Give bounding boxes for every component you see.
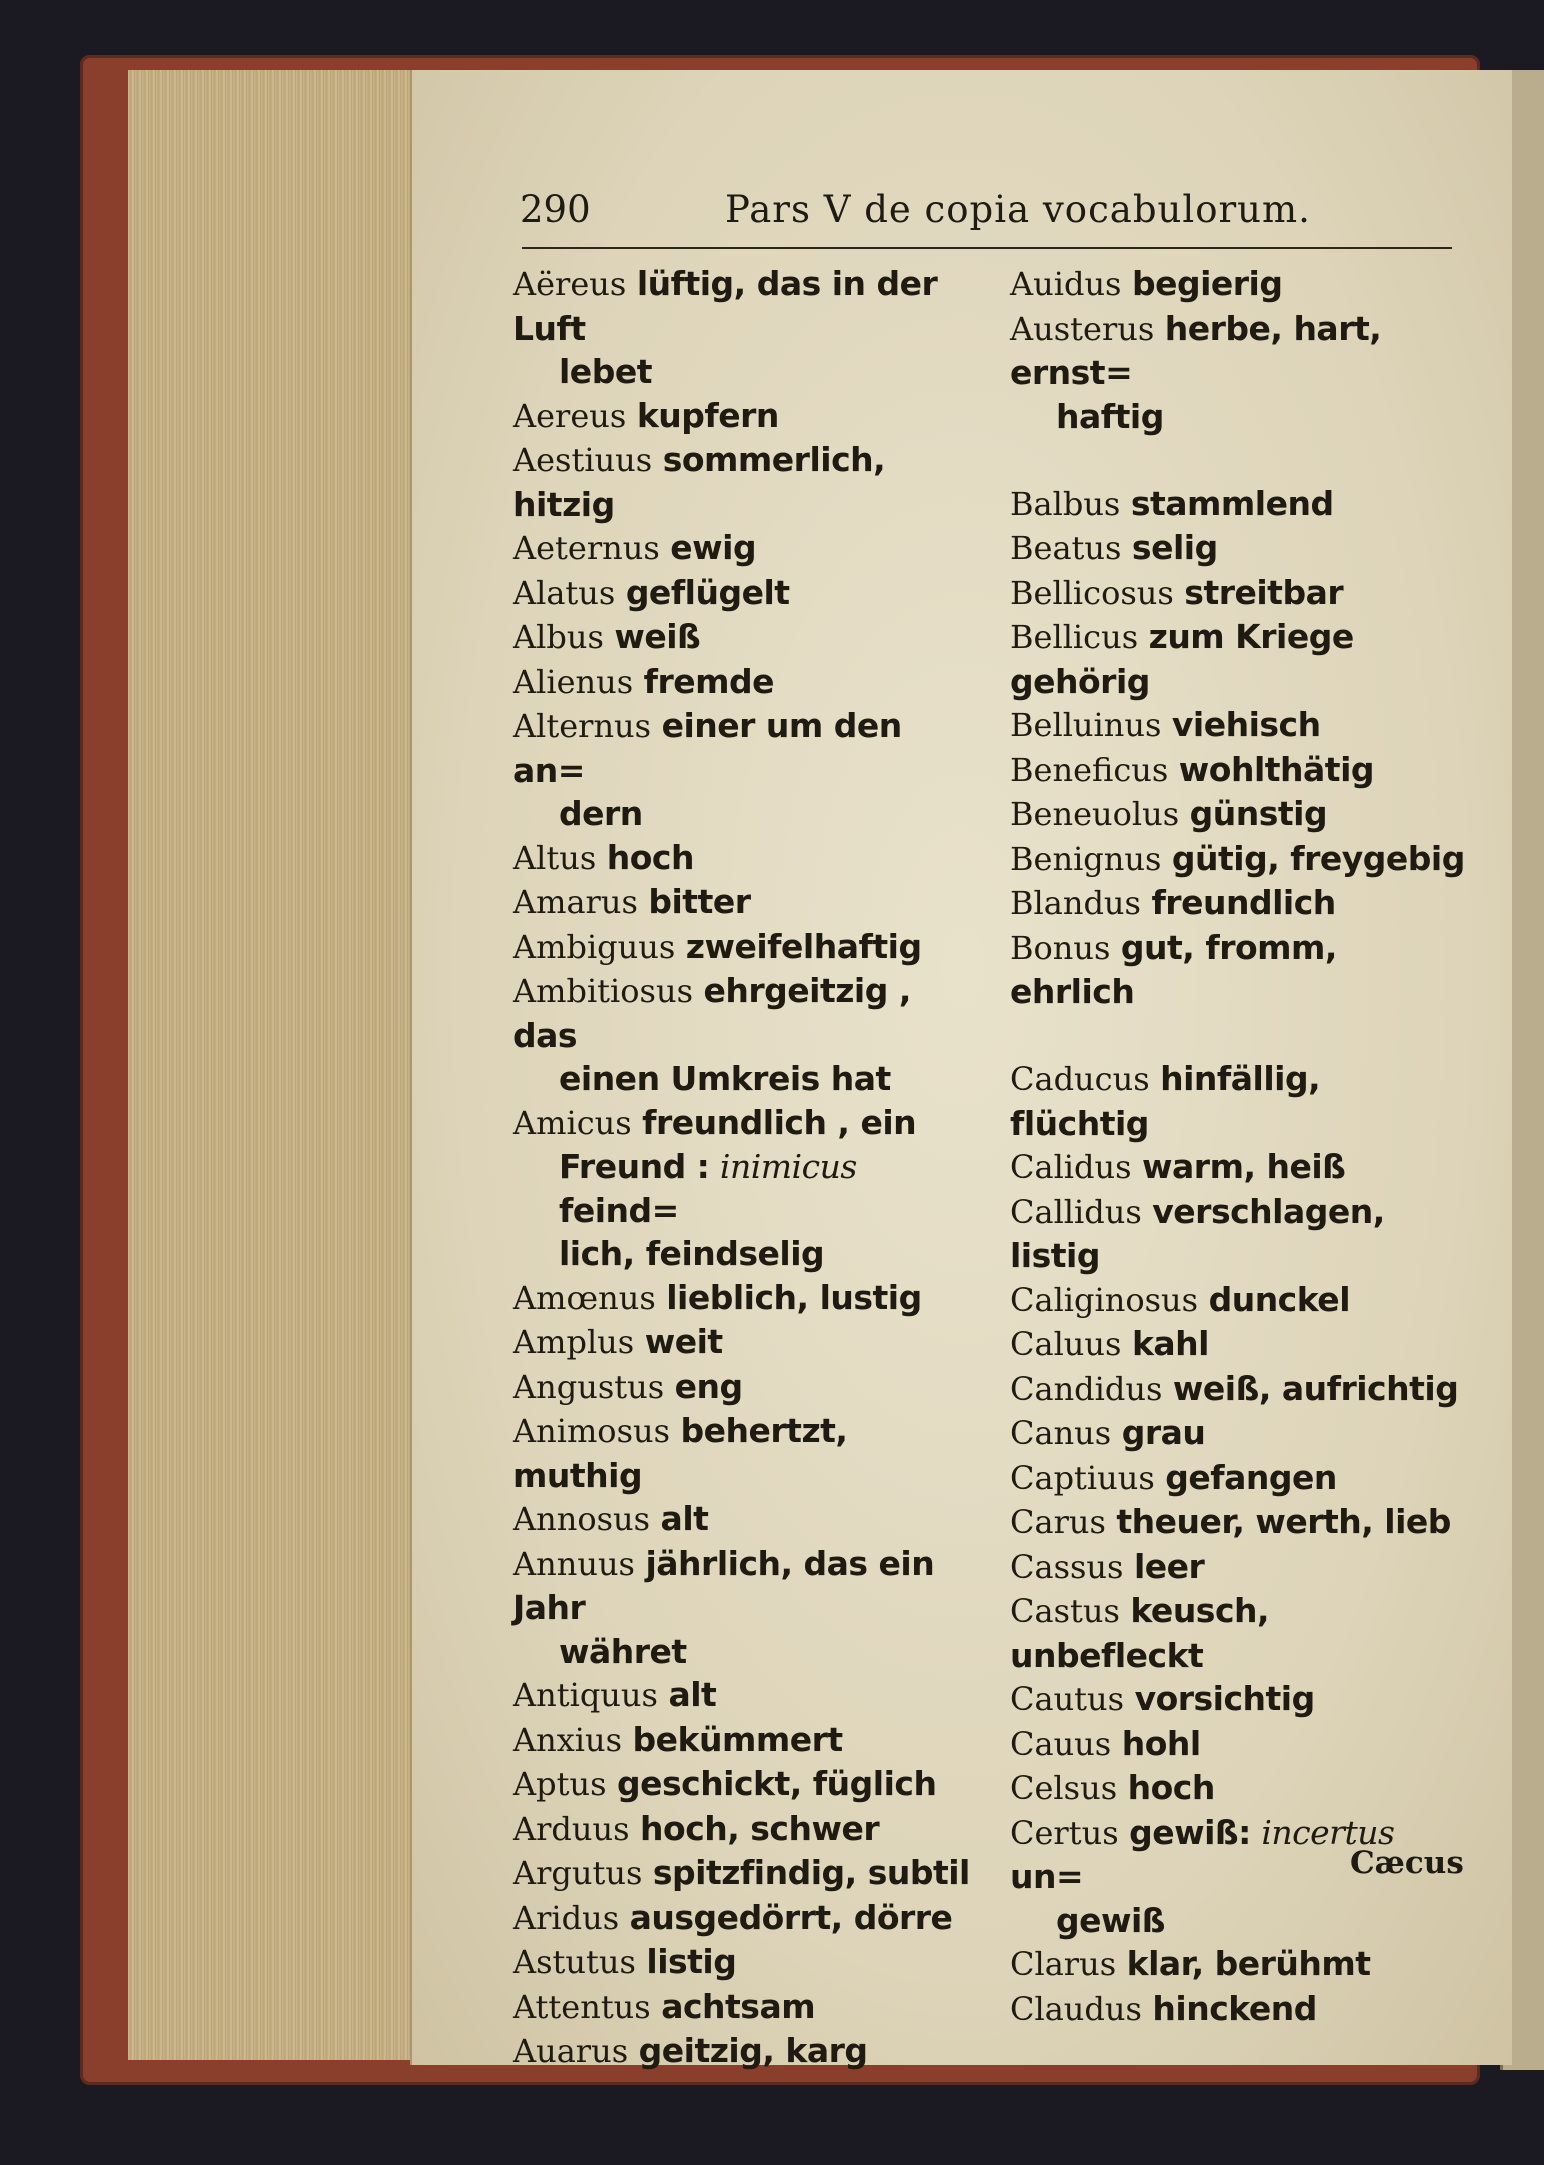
- german-gloss: dunckel: [1208, 1279, 1351, 1319]
- german-gloss: alt: [668, 1675, 717, 1714]
- latin-headword: Amarus: [513, 883, 638, 921]
- dictionary-entry: [1010, 748, 1470, 793]
- dictionary-entry: [513, 1101, 983, 1146]
- latin-headword: Aestiuus: [513, 441, 653, 479]
- entry-continuation: [513, 1145, 983, 1232]
- entry-continuation: [513, 1232, 983, 1276]
- latin-headword: Ambitiosus: [513, 972, 693, 1010]
- german-gloss: wohlthätig: [1178, 749, 1375, 789]
- left-column: [513, 262, 983, 2074]
- latin-headword: Bonus: [1010, 928, 1111, 967]
- latin-headword: Arduus: [513, 1809, 630, 1848]
- latin-headword: Balbus: [1010, 484, 1121, 523]
- latin-headword: Candidus: [1010, 1369, 1163, 1408]
- dictionary-entry: [1010, 307, 1470, 395]
- german-gloss-cont: haftig: [1056, 396, 1164, 436]
- german-gloss: hoch, schwer: [640, 1808, 880, 1848]
- dictionary-entry: [513, 1762, 983, 1807]
- dictionary-entry: [513, 1320, 983, 1365]
- dictionary-entry: [513, 1807, 983, 1852]
- german-gloss-cont: Freund :: [559, 1147, 710, 1186]
- german-gloss: zweifelhaftig: [685, 926, 922, 966]
- german-gloss: viehisch: [1171, 705, 1321, 744]
- entry-continuation: [513, 1057, 983, 1101]
- german-gloss: günstig: [1189, 794, 1328, 833]
- german-gloss: streitbar: [1184, 572, 1344, 612]
- dictionary-entry: [513, 1851, 983, 1896]
- german-gloss: gefangen: [1165, 1457, 1337, 1497]
- latin-headword: Amplus: [513, 1323, 635, 1361]
- latin-antonym: incertus: [1261, 1812, 1395, 1852]
- latin-headword: Celsus: [1010, 1769, 1118, 1807]
- german-gloss: hinckend: [1152, 1988, 1317, 2028]
- dictionary-entry: [513, 1276, 983, 1321]
- page-number: 290: [520, 188, 591, 231]
- latin-headword: Antiquus: [513, 1676, 658, 1714]
- german-gloss: freundlich , ein: [642, 1102, 917, 1142]
- dictionary-entry: [1010, 1589, 1470, 1677]
- dictionary-entry: [1010, 703, 1470, 748]
- dictionary-entry: [1010, 1278, 1470, 1323]
- latin-headword: Captiuus: [1010, 1458, 1155, 1497]
- latin-headword: Albus: [513, 618, 604, 656]
- german-gloss: ausgedörrt, dörre: [629, 1897, 953, 1937]
- german-gloss: theuer, werth, lieb: [1116, 1502, 1451, 1541]
- dictionary-entry: [1010, 1500, 1470, 1545]
- latin-headword: Angustus: [513, 1367, 665, 1406]
- german-gloss-rest: feind=: [559, 1190, 679, 1230]
- dictionary-entry: [1010, 926, 1470, 1014]
- dictionary-entry: [513, 836, 983, 881]
- header-rule: [522, 247, 1452, 249]
- german-gloss: weiß, aufrichtig: [1172, 1368, 1459, 1408]
- german-gloss: hohl: [1121, 1723, 1201, 1763]
- latin-headword: Callidus: [1010, 1192, 1142, 1231]
- latin-headword: Aereus: [513, 396, 627, 435]
- latin-headword: Aridus: [513, 1898, 620, 1937]
- latin-headword: Benignus: [1010, 839, 1162, 878]
- latin-headword: Amicus: [513, 1103, 632, 1142]
- section-gap: [1010, 1014, 1470, 1058]
- latin-headword: Castus: [1010, 1592, 1120, 1630]
- german-gloss: weit: [644, 1322, 723, 1361]
- dictionary-entry: [513, 1896, 983, 1941]
- german-gloss-cont: währet: [559, 1631, 687, 1671]
- dictionary-entry: [513, 615, 983, 660]
- dictionary-entry: [1010, 1766, 1470, 1811]
- dictionary-entry: [1010, 1145, 1470, 1190]
- german-gloss: weiß: [614, 617, 701, 656]
- latin-headword: Canus: [1010, 1414, 1112, 1452]
- german-gloss: keusch, unbefleckt: [1010, 1591, 1270, 1675]
- german-gloss: geitzig, karg: [638, 2031, 868, 2070]
- dictionary-entry: [513, 925, 983, 970]
- german-gloss: gut, fromm, ehrlich: [1010, 927, 1337, 1011]
- latin-headword: Aëreus: [513, 265, 627, 303]
- right-column: [1010, 262, 1470, 2031]
- german-gloss: kahl: [1131, 1324, 1209, 1363]
- german-gloss-cont: dern: [559, 794, 643, 833]
- dictionary-entry: [1010, 1987, 1470, 2032]
- dictionary-entry: [513, 969, 983, 1057]
- latin-headword: Cauus: [1010, 1724, 1112, 1763]
- german-gloss: bekümmert: [632, 1719, 843, 1759]
- german-gloss: lieblich, lustig: [666, 1277, 922, 1317]
- german-gloss: spitzfindig, subtil: [652, 1853, 970, 1892]
- entry-continuation: [1010, 395, 1470, 439]
- latin-headword: Carus: [1010, 1503, 1106, 1541]
- dictionary-entry: [513, 1409, 983, 1497]
- german-gloss-cont: lebet: [559, 352, 652, 391]
- german-gloss-cont: einen Umkreis hat: [559, 1059, 891, 1098]
- latin-headword: Animosus: [513, 1412, 671, 1450]
- latin-headword: Ambiguus: [513, 927, 676, 966]
- latin-headword: Cassus: [1010, 1547, 1124, 1586]
- dictionary-entry: [1010, 615, 1470, 703]
- dictionary-entry: [1010, 881, 1470, 926]
- german-gloss: lüftig, das in der Luft: [513, 264, 938, 348]
- dictionary-entry: [1010, 1367, 1470, 1412]
- german-gloss: geschickt, füglich: [616, 1764, 937, 1803]
- dictionary-entry: [1010, 1456, 1470, 1501]
- german-gloss: hoch: [1127, 1768, 1215, 1807]
- german-gloss-cont: lich, feindselig: [559, 1234, 825, 1273]
- latin-headword: Bellicus: [1010, 618, 1139, 656]
- latin-headword: Aptus: [513, 1765, 607, 1803]
- latin-headword: Altus: [513, 838, 597, 877]
- german-gloss: sommerlich, hitzig: [513, 440, 886, 524]
- german-gloss: herbe, hart, ernst=: [1010, 308, 1382, 392]
- entry-continuation: [1010, 1899, 1470, 1943]
- german-gloss: zum Kriege gehörig: [1010, 617, 1354, 701]
- german-gloss: klar, berühmt: [1126, 1944, 1371, 1983]
- dictionary-entry: [513, 2029, 983, 2074]
- german-gloss: fremde: [643, 661, 775, 701]
- german-gloss: warm, heiß: [1142, 1147, 1346, 1186]
- latin-headword: Auarus: [513, 2032, 629, 2070]
- latin-headword: Anxius: [513, 1720, 623, 1759]
- latin-headword: Beneuolus: [1010, 795, 1180, 833]
- dictionary-entry: [513, 880, 983, 925]
- dictionary-entry: [1010, 1057, 1470, 1145]
- entry-continuation: [513, 1630, 983, 1674]
- latin-headword: Bellicosus: [1010, 573, 1174, 612]
- latin-headword: Alatus: [513, 573, 616, 612]
- german-gloss: vorsichtig: [1134, 1679, 1315, 1718]
- dictionary-entry: [1010, 1722, 1470, 1767]
- latin-headword: Alienus: [513, 662, 634, 701]
- german-gloss: kupfern: [636, 395, 779, 435]
- latin-headword: Clarus: [1010, 1945, 1117, 1983]
- german-gloss: verschlagen, listig: [1010, 1191, 1385, 1275]
- latin-headword: Certus: [1010, 1813, 1119, 1852]
- german-gloss: gütig, freygebig: [1171, 838, 1465, 878]
- latin-headword: Alternus: [513, 707, 652, 745]
- german-gloss-cont: gewiß: [1056, 1900, 1166, 1940]
- catchword: Cæcus: [1350, 1845, 1464, 1881]
- latin-headword: Auidus: [1010, 265, 1122, 303]
- german-gloss: behertzt, muthig: [513, 1411, 848, 1495]
- latin-headword: Caliginosus: [1010, 1280, 1199, 1319]
- german-gloss: hinfällig, flüchtig: [1010, 1059, 1321, 1143]
- dictionary-entry: [513, 1985, 983, 2030]
- german-gloss: stammlend: [1130, 483, 1334, 523]
- german-gloss-rest: un=: [1010, 1857, 1084, 1896]
- dictionary-entry: [513, 1542, 983, 1630]
- dictionary-entry: [1010, 792, 1470, 837]
- latin-headword: Argutus: [513, 1854, 643, 1892]
- german-gloss: hoch: [606, 837, 694, 877]
- german-gloss: alt: [660, 1499, 709, 1538]
- entry-continuation: [513, 792, 983, 836]
- latin-headword: Claudus: [1010, 1989, 1142, 2028]
- dictionary-entry: [1010, 526, 1470, 571]
- dictionary-entry: [1010, 262, 1470, 307]
- german-gloss: achtsam: [661, 1986, 816, 2026]
- german-gloss: geflügelt: [625, 572, 790, 612]
- latin-headword: Beneficus: [1010, 750, 1169, 789]
- dictionary-entry: [513, 704, 983, 792]
- dictionary-entry: [513, 526, 983, 571]
- running-head: Pars V de copia vocabulorum.: [725, 188, 1311, 231]
- latin-headword: Cautus: [1010, 1680, 1125, 1718]
- dictionary-entry: [1010, 1411, 1470, 1456]
- dictionary-entry: [513, 394, 983, 439]
- latin-headword: Belluinus: [1010, 706, 1162, 744]
- latin-headword: Caluus: [1010, 1325, 1122, 1363]
- dictionary-entry: [513, 660, 983, 705]
- latin-antonym: inimicus: [719, 1147, 857, 1186]
- german-gloss: begierig: [1131, 264, 1283, 303]
- section-gap: [1010, 438, 1470, 482]
- german-gloss: ehrgeitzig , das: [513, 971, 911, 1055]
- page-edges: [128, 70, 420, 2060]
- german-gloss: bitter: [648, 882, 751, 921]
- latin-headword: Annosus: [513, 1500, 651, 1538]
- dictionary-entry: [1010, 1190, 1470, 1278]
- german-gloss: grau: [1121, 1413, 1206, 1452]
- dictionary-entry: [1010, 1677, 1470, 1722]
- latin-headword: Austerus: [1010, 309, 1155, 348]
- dictionary-entry: [513, 438, 983, 526]
- german-gloss: gewiß:: [1129, 1812, 1251, 1852]
- german-gloss: leer: [1133, 1546, 1205, 1586]
- latin-headword: Calidus: [1010, 1148, 1132, 1186]
- german-gloss: jährlich, das ein Jahr: [513, 1543, 935, 1627]
- dictionary-entry: [1010, 837, 1470, 882]
- german-gloss: ewig: [670, 528, 757, 567]
- dictionary-entry: [513, 1673, 983, 1718]
- latin-headword: Attentus: [513, 1987, 651, 2026]
- dictionary-entry: [1010, 571, 1470, 616]
- latin-headword: Amœnus: [513, 1278, 656, 1317]
- latin-headword: Caducus: [1010, 1060, 1150, 1098]
- dictionary-entry: [513, 571, 983, 616]
- dictionary-entry: [1010, 482, 1470, 527]
- dictionary-entry: [513, 1718, 983, 1763]
- german-gloss: listig: [646, 1942, 737, 1981]
- latin-headword: Blandus: [1010, 884, 1141, 922]
- dictionary-entry: [513, 262, 983, 350]
- german-gloss: selig: [1131, 528, 1218, 567]
- german-gloss: eng: [674, 1366, 743, 1406]
- entry-continuation: [513, 350, 983, 394]
- latin-headword: Aeternus: [513, 529, 660, 567]
- dictionary-entry: [513, 1365, 983, 1410]
- german-gloss: freundlich: [1151, 883, 1336, 922]
- dictionary-entry: [1010, 1942, 1470, 1987]
- dictionary-entry: [1010, 1322, 1470, 1367]
- latin-headword: Annuus: [513, 1544, 635, 1583]
- dictionary-entry: [1010, 1545, 1470, 1590]
- dictionary-entry: [513, 1940, 983, 1985]
- dictionary-entry: [513, 1497, 983, 1542]
- german-gloss: einer um den an=: [513, 706, 902, 790]
- latin-headword: Astutus: [513, 1943, 636, 1981]
- latin-headword: Beatus: [1010, 529, 1122, 567]
